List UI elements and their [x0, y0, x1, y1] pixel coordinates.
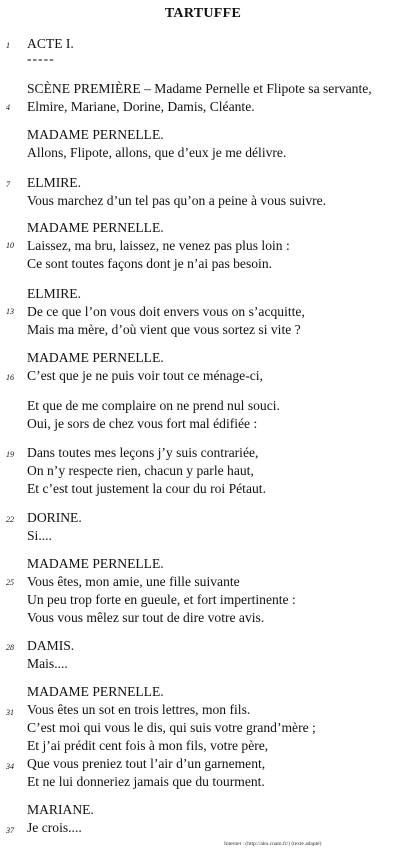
- verse-line: Mais....: [27, 656, 68, 671]
- verse-line: Mais ma mère, d’où vient que vous sortez si vite ?: [27, 322, 301, 337]
- verse-line: Un peu trop forte en gueule, et fort impertinente :: [27, 592, 296, 607]
- line-number: 13: [6, 307, 14, 316]
- line-number: 19: [6, 450, 14, 459]
- verse-line: Oui, je sors de chez vous fort mal édifiée :: [27, 416, 258, 431]
- verse-line: De ce que l’on vous doit envers vous on s’acquitte,: [27, 304, 305, 319]
- line-number: 16: [6, 373, 14, 382]
- verse-line: Dans toutes mes leçons j’y suis contrariée,: [27, 445, 259, 460]
- verse-line: Et c’est tout justement la cour du roi Pétaut.: [27, 481, 266, 496]
- speaker-name: MADAME PERNELLE.: [27, 556, 164, 571]
- scene-heading: SCÈNE PREMIÈRE – Madame Pernelle et Flipote sa servante,: [27, 81, 372, 96]
- line-number: 22: [6, 515, 14, 524]
- verse-line: Vous vous mêlez sur tout de dire votre avis.: [27, 610, 265, 625]
- line-number: 4: [6, 103, 10, 112]
- verse-line: Et ne lui donneriez jamais que du tourment.: [27, 774, 265, 789]
- speaker-name: DAMIS.: [27, 638, 75, 653]
- speaker-name: MARIANE.: [27, 802, 94, 817]
- line-number: 1: [6, 41, 10, 50]
- verse-line: Vous êtes un sot en trois lettres, mon fils.: [27, 702, 251, 717]
- line-number: 34: [6, 762, 14, 771]
- scene-characters: Elmire, Mariane, Dorine, Damis, Cléante.: [27, 99, 255, 114]
- verse-line: On n’y respecte rien, chacun y parle haut,: [27, 463, 254, 478]
- document-title: TARTUFFE: [164, 6, 242, 21]
- verse-line: Allons, Flipote, allons, que d’eux je me délivre.: [27, 145, 287, 160]
- speaker-name: ELMIRE.: [27, 286, 81, 301]
- line-number: 10: [6, 241, 14, 250]
- speaker-name: MADAME PERNELLE.: [27, 220, 164, 235]
- source-footer: Internet : (http://abu.cnam.fr/) (texte adapté): [224, 841, 322, 847]
- verse-line: Ce sont toutes façons dont je n’ai pas besoin.: [27, 256, 273, 271]
- speaker-name: MADAME PERNELLE.: [27, 684, 164, 699]
- verse-line: Je crois....: [27, 820, 82, 835]
- verse-line: Vous marchez d’un tel pas qu’on a peine à vous suivre.: [27, 193, 327, 208]
- verse-line: Que vous preniez tout l’air d’un garnement,: [27, 756, 266, 771]
- separator-dashes: -----: [27, 51, 55, 66]
- line-number: 7: [6, 180, 10, 189]
- verse-line: Si....: [27, 528, 52, 543]
- line-number: 25: [6, 578, 14, 587]
- speaker-name: MADAME PERNELLE.: [27, 127, 164, 142]
- line-number: 28: [6, 643, 14, 652]
- speaker-name: ELMIRE.: [27, 175, 81, 190]
- line-number: 31: [6, 708, 14, 717]
- verse-line: C’est moi qui vous le dis, qui suis votre grand’mère ;: [27, 720, 316, 735]
- verse-line: Et j’ai prédit cent fois à mon fils, votre père,: [27, 738, 269, 753]
- speaker-name: DORINE.: [27, 510, 82, 525]
- verse-line: C’est que je ne puis voir tout ce ménage-ci,: [27, 368, 263, 383]
- verse-line: Laissez, ma bru, laissez, ne venez pas plus loin :: [27, 238, 290, 253]
- verse-line: Vous êtes, mon amie, une fille suivante: [27, 574, 240, 589]
- act-heading: ACTE I.: [27, 36, 74, 51]
- speaker-name: MADAME PERNELLE.: [27, 350, 164, 365]
- line-number: 37: [6, 826, 14, 835]
- verse-line: Et que de me complaire on ne prend nul souci.: [27, 398, 280, 413]
